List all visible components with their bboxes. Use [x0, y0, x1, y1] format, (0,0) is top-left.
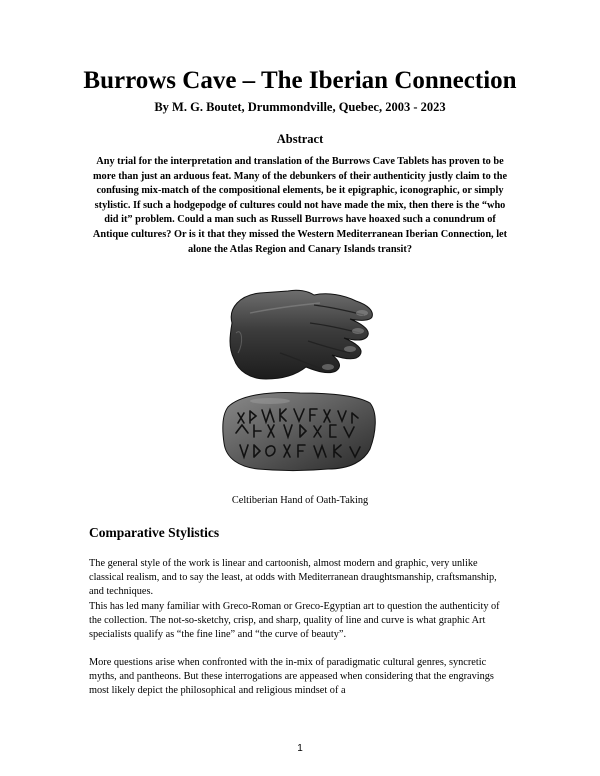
abstract-text: Any trial for the interpretation and translation of the Burrows Cave Tablets has proven to be more than just an arduous feat. Many of the debunkers of their authenticity justly claim to the confusing mix-match of the compositional elements, be it epigraphic, iconographic, or simply stylistic. If such a hodgepodge of cultures could not have made the mix, then there is the “who did it” problem. Could a man such as Russell Burrows have hoaxed such a conundrum of Antique cultures? Or is it that they missed the Western Mediterranean Iberian Connection, let alone the Atlas Region and Canary Islands transit?: [92, 156, 508, 255]
page-number: 1: [297, 743, 303, 754]
document-title: Burrows Cave – The Iberian Connection: [83, 67, 517, 94]
paragraph-1-line-2: This has led many familiar with Greco-Roman or Greco-Egyptian art to question the authenticity of the collection. The not-so-sketchy, crisp, and sharp, quality of line and curve is what graphic Art specialists qualify as “the fine line” and “the curve of beauty”.: [89, 600, 500, 641]
author-byline: By M. G. Boutet, Drummondville, Quebec, 2003 - 2023: [154, 100, 446, 114]
inscribed-tablet: [223, 393, 375, 471]
figure-caption: Celtiberian Hand of Oath-Taking: [231, 495, 369, 506]
section-heading: Comparative Stylistics: [89, 525, 220, 540]
paragraph-1-line-1: The general style of the work is linear and cartoonish, almost modern and graphic, very unlike classical realism, and to say the least, at odds with Mediterranean draughtsmanship, craftsmanship, and techniques.: [89, 558, 497, 598]
paragraph-1: [89, 557, 514, 642]
bronze-hand-figure: [230, 290, 372, 379]
paragraph-2: More questions arise when confronted with the in-mix of paradigmatic cultural genres, syncretic myths, and pantheons. But these interrogations are appeased when considering that the engravings most likely depict the philosophical and religious mindset of a: [89, 657, 494, 697]
bronze-hand-tablet-image: [210, 283, 390, 493]
figure-hand-and-tablet: [210, 283, 390, 493]
abstract-heading: Abstract: [276, 132, 324, 146]
